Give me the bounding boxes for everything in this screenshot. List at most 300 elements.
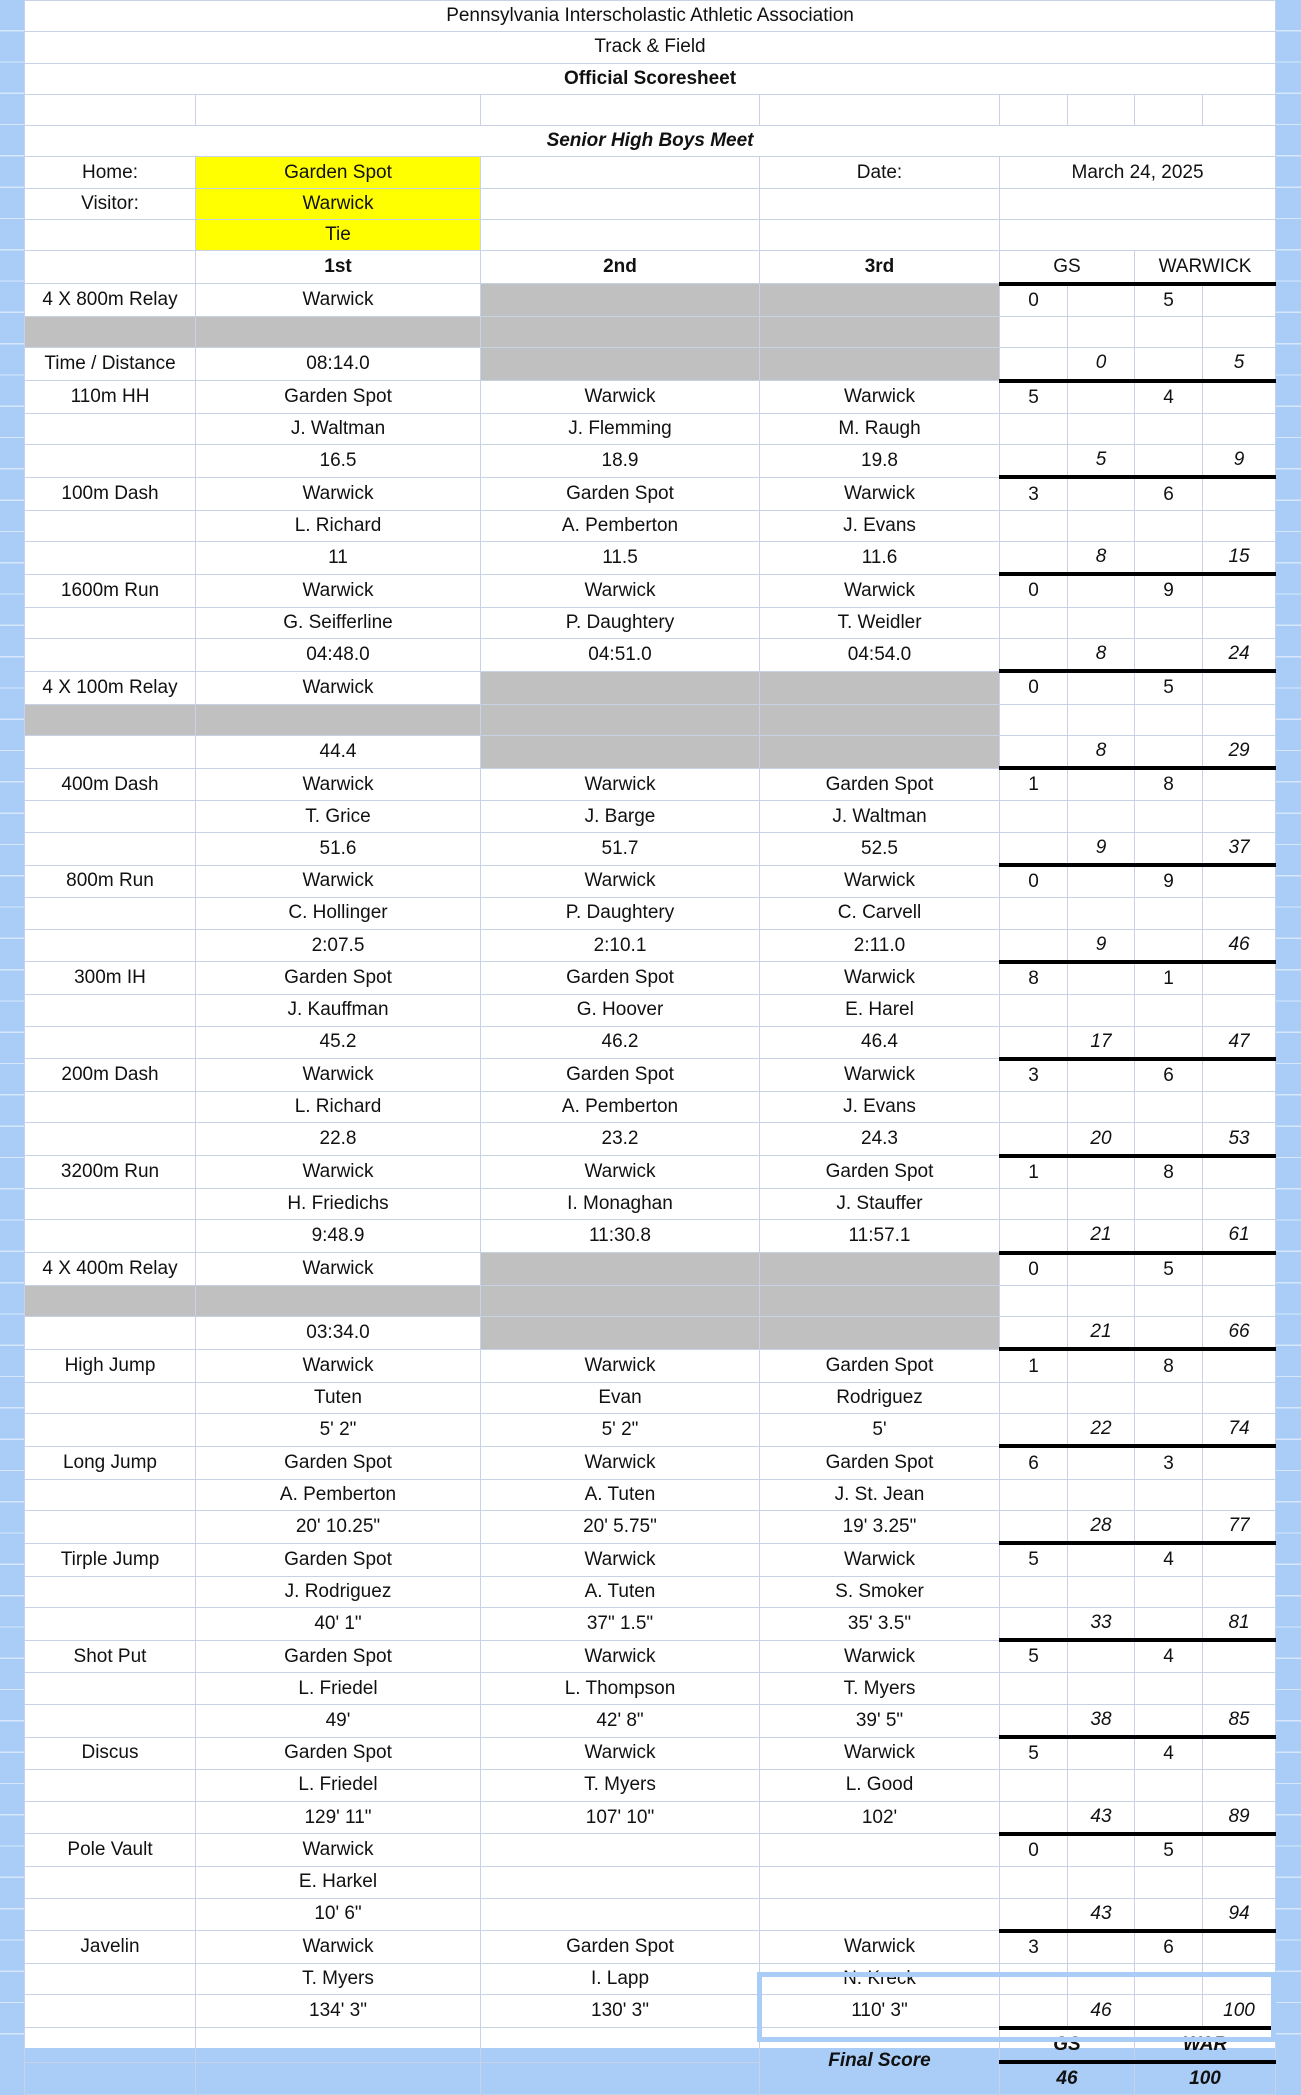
place-3rd[interactable]: J. Waltman [760, 801, 1000, 832]
event-name: 4 X 400m Relay [25, 1253, 196, 1286]
place-2nd[interactable]: Evan [481, 1382, 760, 1413]
event-name: 400m Dash [25, 768, 196, 801]
event-name: Tirple Jump [25, 1543, 196, 1576]
event-row [25, 1964, 1276, 1995]
gs-running-total: 46 [1068, 1995, 1135, 2028]
place-3rd[interactable]: 52.5 [760, 832, 1000, 865]
place-3rd[interactable]: 46.4 [760, 1026, 1000, 1059]
place-3rd[interactable]: T. Myers [760, 1673, 1000, 1704]
place-3rd[interactable]: 19.8 [760, 445, 1000, 478]
place-1st[interactable]: Warwick [196, 1253, 481, 1286]
place-2nd[interactable]: 46.2 [481, 1026, 760, 1059]
place-3rd[interactable]: J. Evans [760, 1092, 1000, 1123]
place-1st[interactable]: H. Friedichs [196, 1188, 481, 1219]
event-row [25, 1253, 1276, 1286]
event-sublabel [25, 638, 196, 671]
place-1st[interactable]: 2:07.5 [196, 929, 481, 962]
place-1st[interactable]: 134' 3" [196, 1995, 481, 2028]
gs-points[interactable]: 0 [1000, 1253, 1068, 1286]
visitor-team-cell[interactable]: Warwick [196, 188, 481, 219]
place-1st[interactable]: A. Pemberton [196, 1479, 481, 1510]
place-3rd[interactable]: Garden Spot [760, 1156, 1000, 1189]
gs-points[interactable]: 0 [1000, 865, 1068, 898]
right-gridline-strip [1275, 0, 1301, 2048]
place-2nd[interactable]: 5' 2" [481, 1414, 760, 1447]
place-1st[interactable]: Warwick [196, 865, 481, 898]
event-sublabel: Time / Distance [25, 348, 196, 381]
event-sublabel [25, 1510, 196, 1543]
place-2nd[interactable]: Garden Spot [481, 962, 760, 995]
event-name: 4 X 800m Relay [25, 284, 196, 317]
place-3rd[interactable]: Warwick [760, 1640, 1000, 1673]
place-1st[interactable]: Tuten [196, 1382, 481, 1413]
place-3rd[interactable]: E. Harel [760, 995, 1000, 1026]
event-row [25, 381, 1276, 414]
scoresheet-table [24, 0, 1276, 2095]
event-row [25, 832, 1276, 865]
place-1st[interactable]: L. Richard [196, 510, 481, 541]
place-3rd[interactable]: Warwick [760, 1737, 1000, 1770]
place-2nd[interactable] [481, 1834, 760, 1867]
event-sublabel [25, 1123, 196, 1156]
gs-points[interactable]: 3 [1000, 1059, 1068, 1092]
gs-points[interactable]: 5 [1000, 1640, 1068, 1673]
event-sublabel [25, 735, 196, 768]
place-3rd[interactable]: C. Carvell [760, 898, 1000, 929]
place-1st[interactable]: Garden Spot [196, 381, 481, 414]
place-1st[interactable]: 08:14.0 [196, 348, 481, 381]
place-1st[interactable]: Warwick [196, 574, 481, 607]
war-running-total: 100 [1203, 1995, 1276, 2028]
war-points[interactable]: 6 [1135, 1059, 1203, 1092]
event-sublabel [25, 1607, 196, 1640]
place-3rd[interactable]: 24.3 [760, 1123, 1000, 1156]
place-1st[interactable]: 51.6 [196, 832, 481, 865]
place-1st[interactable]: Garden Spot [196, 1640, 481, 1673]
war-running-total: 24 [1203, 638, 1276, 671]
final-score-row [25, 2028, 1276, 2062]
place-1st[interactable]: 49' [196, 1704, 481, 1737]
date-value[interactable]: March 24, 2025 [1000, 157, 1276, 188]
event-name: 4 X 100m Relay [25, 671, 196, 704]
place-1st[interactable]: 40' 1" [196, 1607, 481, 1640]
place-1st[interactable]: E. Harkel [196, 1867, 481, 1898]
place-2nd[interactable]: 51.7 [481, 832, 760, 865]
place-2nd[interactable] [481, 284, 760, 317]
place-3rd[interactable] [760, 316, 1000, 347]
place-1st[interactable]: Warwick [196, 284, 481, 317]
place-1st[interactable]: T. Myers [196, 1964, 481, 1995]
col-header-warwick: WARWICK [1135, 251, 1276, 284]
event-name: Long Jump [25, 1446, 196, 1479]
place-1st[interactable] [196, 316, 481, 347]
place-1st[interactable]: 5' 2" [196, 1414, 481, 1447]
event-row [25, 1446, 1276, 1479]
place-3rd[interactable]: 04:54.0 [760, 638, 1000, 671]
war-running-total: 85 [1203, 1704, 1276, 1737]
war-points[interactable]: 5 [1135, 1834, 1203, 1867]
place-2nd[interactable]: A. Tuten [481, 1576, 760, 1607]
place-2nd[interactable]: Warwick [481, 1349, 760, 1382]
place-1st[interactable]: 129' 11" [196, 1801, 481, 1834]
place-3rd[interactable]: Warwick [760, 865, 1000, 898]
place-2nd[interactable]: A. Pemberton [481, 1092, 760, 1123]
event-spacer [25, 1867, 196, 1898]
place-2nd[interactable]: Garden Spot [481, 477, 760, 510]
event-name: Discus [25, 1737, 196, 1770]
war-running-total: 37 [1203, 832, 1276, 865]
place-3rd[interactable]: 11:57.1 [760, 1220, 1000, 1253]
place-2nd[interactable] [481, 1285, 760, 1316]
col-header-gs: GS [1000, 251, 1135, 284]
event-row [25, 1059, 1276, 1092]
place-3rd[interactable]: Garden Spot [760, 768, 1000, 801]
home-team-cell[interactable]: Garden Spot [196, 157, 481, 188]
place-3rd[interactable]: 35' 3.5" [760, 1607, 1000, 1640]
place-1st[interactable]: Warwick [196, 671, 481, 704]
gs-running-total: 20 [1068, 1123, 1135, 1156]
place-1st[interactable]: Warwick [196, 1059, 481, 1092]
event-row [25, 1543, 1276, 1576]
place-2nd[interactable]: Warwick [481, 768, 760, 801]
event-row [25, 1576, 1276, 1607]
event-spacer [25, 1964, 196, 1995]
war-points[interactable]: 5 [1135, 284, 1203, 317]
final-gs-label: GS [1000, 2028, 1135, 2062]
event-name: 300m IH [25, 962, 196, 995]
war-points[interactable]: 9 [1135, 865, 1203, 898]
war-points[interactable]: 5 [1135, 1253, 1203, 1286]
event-name: Pole Vault [25, 1834, 196, 1867]
final-score-label: Final Score [760, 2028, 1000, 2095]
gs-running-total: 8 [1068, 638, 1135, 671]
event-spacer [25, 1188, 196, 1219]
gs-running-total: 21 [1068, 1317, 1135, 1350]
place-3rd[interactable]: 5' [760, 1414, 1000, 1447]
war-points[interactable]: 4 [1135, 381, 1203, 414]
war-running-total: 74 [1203, 1414, 1276, 1447]
event-name: Javelin [25, 1931, 196, 1964]
place-2nd[interactable]: I. Lapp [481, 1964, 760, 1995]
war-running-total: 46 [1203, 929, 1276, 962]
place-2nd[interactable]: G. Hoover [481, 995, 760, 1026]
event-row [25, 671, 1276, 704]
place-3rd[interactable]: J. Evans [760, 510, 1000, 541]
place-3rd[interactable]: Warwick [760, 1059, 1000, 1092]
place-2nd[interactable]: I. Monaghan [481, 1188, 760, 1219]
war-points[interactable]: 4 [1135, 1640, 1203, 1673]
gs-points[interactable]: 1 [1000, 1156, 1068, 1189]
event-spacer [25, 898, 196, 929]
place-2nd[interactable]: Warwick [481, 865, 760, 898]
event-row [25, 284, 1276, 317]
place-3rd[interactable]: S. Smoker [760, 1576, 1000, 1607]
event-row [25, 1995, 1276, 2028]
place-1st[interactable]: 10' 6" [196, 1898, 481, 1931]
gs-points[interactable]: 5 [1000, 381, 1068, 414]
place-2nd[interactable]: 130' 3" [481, 1995, 760, 2028]
place-3rd[interactable]: T. Weidler [760, 607, 1000, 638]
place-3rd[interactable]: J. St. Jean [760, 1479, 1000, 1510]
place-3rd[interactable]: Warwick [760, 381, 1000, 414]
event-spacer [25, 1576, 196, 1607]
place-1st[interactable]: Warwick [196, 768, 481, 801]
war-points[interactable]: 4 [1135, 1737, 1203, 1770]
place-2nd[interactable] [481, 348, 760, 381]
event-row [25, 1317, 1276, 1350]
gs-points[interactable]: 3 [1000, 1931, 1068, 1964]
place-1st[interactable]: 44.4 [196, 735, 481, 768]
place-3rd[interactable]: Garden Spot [760, 1349, 1000, 1382]
event-spacer [25, 510, 196, 541]
place-3rd[interactable]: Warwick [760, 477, 1000, 510]
gs-points[interactable]: 5 [1000, 1737, 1068, 1770]
war-points[interactable]: 8 [1135, 768, 1203, 801]
place-2nd[interactable]: Warwick [481, 1446, 760, 1479]
place-2nd[interactable] [481, 1253, 760, 1286]
place-3rd[interactable]: J. Stauffer [760, 1188, 1000, 1219]
event-row [25, 704, 1276, 735]
gs-running-total: 43 [1068, 1898, 1135, 1931]
place-1st[interactable]: 11 [196, 542, 481, 575]
place-3rd[interactable] [760, 1317, 1000, 1350]
place-1st[interactable]: Warwick [196, 1834, 481, 1867]
event-row [25, 1737, 1276, 1770]
place-1st[interactable]: J. Rodriguez [196, 1576, 481, 1607]
place-1st[interactable]: Garden Spot [196, 1543, 481, 1576]
sport-name: Track & Field [25, 32, 1276, 63]
event-row [25, 1092, 1276, 1123]
place-3rd[interactable]: L. Good [760, 1770, 1000, 1801]
place-2nd[interactable]: Warwick [481, 1737, 760, 1770]
gs-running-total: 5 [1068, 445, 1135, 478]
war-points[interactable]: 8 [1135, 1349, 1203, 1382]
place-3rd[interactable]: 39' 5" [760, 1704, 1000, 1737]
place-1st[interactable]: J. Waltman [196, 413, 481, 444]
gs-points[interactable]: 0 [1000, 1834, 1068, 1867]
place-2nd[interactable]: 11:30.8 [481, 1220, 760, 1253]
event-row [25, 1220, 1276, 1253]
tie-cell[interactable]: Tie [196, 220, 481, 251]
place-1st[interactable] [196, 1285, 481, 1316]
event-row [25, 962, 1276, 995]
place-2nd[interactable]: Garden Spot [481, 1931, 760, 1964]
event-sublabel [25, 542, 196, 575]
event-name: 1600m Run [25, 574, 196, 607]
place-2nd[interactable]: 37" 1.5" [481, 1607, 760, 1640]
war-points[interactable]: 3 [1135, 1446, 1203, 1479]
event-row [25, 1607, 1276, 1640]
place-2nd[interactable]: 107' 10" [481, 1801, 760, 1834]
war-points[interactable]: 1 [1135, 962, 1203, 995]
place-1st[interactable]: L. Friedel [196, 1770, 481, 1801]
event-row [25, 1931, 1276, 1964]
place-1st[interactable]: L. Richard [196, 1092, 481, 1123]
place-3rd[interactable] [760, 671, 1000, 704]
place-2nd[interactable]: A. Pemberton [481, 510, 760, 541]
event-spacer [25, 1479, 196, 1510]
gs-points[interactable]: 8 [1000, 962, 1068, 995]
event-row [25, 1188, 1276, 1219]
event-spacer [25, 607, 196, 638]
place-3rd[interactable] [760, 735, 1000, 768]
place-3rd[interactable]: N. Kreck [760, 1964, 1000, 1995]
place-2nd[interactable]: 2:10.1 [481, 929, 760, 962]
place-1st[interactable]: 22.8 [196, 1123, 481, 1156]
place-3rd[interactable] [760, 1285, 1000, 1316]
place-2nd[interactable]: Warwick [481, 381, 760, 414]
place-3rd[interactable]: 110' 3" [760, 1995, 1000, 2028]
event-name: Shot Put [25, 1640, 196, 1673]
event-sublabel [25, 1026, 196, 1059]
gs-running-total: 8 [1068, 735, 1135, 768]
date-label: Date: [760, 157, 1000, 188]
place-2nd[interactable]: 04:51.0 [481, 638, 760, 671]
place-1st[interactable]: 9:48.9 [196, 1220, 481, 1253]
event-row [25, 801, 1276, 832]
war-running-total: 9 [1203, 445, 1276, 478]
place-1st[interactable]: Garden Spot [196, 962, 481, 995]
place-2nd[interactable]: 42' 8" [481, 1704, 760, 1737]
war-points[interactable]: 5 [1135, 671, 1203, 704]
place-2nd[interactable] [481, 671, 760, 704]
place-1st[interactable]: Garden Spot [196, 1737, 481, 1770]
war-running-total: 94 [1203, 1898, 1276, 1931]
place-3rd[interactable]: Warwick [760, 1931, 1000, 1964]
place-3rd[interactable] [760, 1867, 1000, 1898]
gs-points[interactable]: 0 [1000, 574, 1068, 607]
event-spacer [25, 1285, 196, 1316]
event-row [25, 995, 1276, 1026]
event-sublabel [25, 1898, 196, 1931]
event-row [25, 413, 1276, 444]
place-2nd[interactable]: Warwick [481, 1640, 760, 1673]
place-3rd[interactable]: Warwick [760, 1543, 1000, 1576]
place-2nd[interactable]: A. Tuten [481, 1479, 760, 1510]
place-2nd[interactable]: T. Myers [481, 1770, 760, 1801]
place-3rd[interactable]: 102' [760, 1801, 1000, 1834]
gs-running-total: 28 [1068, 1510, 1135, 1543]
place-2nd[interactable] [481, 1898, 760, 1931]
place-2nd[interactable] [481, 1867, 760, 1898]
place-1st[interactable]: 04:48.0 [196, 638, 481, 671]
gs-points[interactable]: 0 [1000, 671, 1068, 704]
place-1st[interactable] [196, 704, 481, 735]
place-2nd[interactable] [481, 735, 760, 768]
place-2nd[interactable]: P. Daughtery [481, 607, 760, 638]
place-1st[interactable]: T. Grice [196, 801, 481, 832]
place-2nd[interactable]: L. Thompson [481, 1673, 760, 1704]
final-war-score: 100 [1135, 2062, 1276, 2095]
place-3rd[interactable] [760, 704, 1000, 735]
place-2nd[interactable] [481, 1317, 760, 1350]
place-1st[interactable]: Warwick [196, 477, 481, 510]
event-row [25, 898, 1276, 929]
gs-running-total: 9 [1068, 832, 1135, 865]
place-2nd[interactable]: 11.5 [481, 542, 760, 575]
war-points[interactable]: 8 [1135, 1156, 1203, 1189]
place-3rd[interactable]: 11.6 [760, 542, 1000, 575]
place-2nd[interactable]: 20' 5.75" [481, 1510, 760, 1543]
place-1st[interactable]: G. Seifferline [196, 607, 481, 638]
gs-running-total: 21 [1068, 1220, 1135, 1253]
place-2nd[interactable]: P. Daughtery [481, 898, 760, 929]
place-1st[interactable]: C. Hollinger [196, 898, 481, 929]
place-3rd[interactable]: 19' 3.25" [760, 1510, 1000, 1543]
war-points[interactable]: 6 [1135, 477, 1203, 510]
place-2nd[interactable]: Warwick [481, 574, 760, 607]
gs-points[interactable]: 1 [1000, 1349, 1068, 1382]
event-row [25, 1801, 1276, 1834]
war-points[interactable]: 6 [1135, 1931, 1203, 1964]
gs-points[interactable]: 6 [1000, 1446, 1068, 1479]
event-sublabel [25, 1220, 196, 1253]
place-2nd[interactable]: J. Barge [481, 801, 760, 832]
place-3rd[interactable] [760, 1253, 1000, 1286]
place-1st[interactable]: 16.5 [196, 445, 481, 478]
gs-points[interactable]: 5 [1000, 1543, 1068, 1576]
home-label: Home: [25, 157, 196, 188]
place-3rd[interactable] [760, 348, 1000, 381]
place-1st[interactable]: Garden Spot [196, 1446, 481, 1479]
place-3rd[interactable] [760, 1898, 1000, 1931]
place-2nd[interactable]: Garden Spot [481, 1059, 760, 1092]
place-3rd[interactable]: Warwick [760, 574, 1000, 607]
place-2nd[interactable]: Warwick [481, 1156, 760, 1189]
event-spacer [25, 1770, 196, 1801]
place-2nd[interactable] [481, 704, 760, 735]
war-points[interactable]: 4 [1135, 1543, 1203, 1576]
event-row [25, 607, 1276, 638]
place-1st[interactable]: 45.2 [196, 1026, 481, 1059]
place-3rd[interactable] [760, 284, 1000, 317]
place-3rd[interactable] [760, 1834, 1000, 1867]
place-2nd[interactable]: J. Flemming [481, 413, 760, 444]
col-header-3rd: 3rd [760, 251, 1000, 284]
place-1st[interactable]: 20' 10.25" [196, 1510, 481, 1543]
place-1st[interactable]: J. Kauffman [196, 995, 481, 1026]
war-running-total: 5 [1203, 348, 1276, 381]
place-3rd[interactable]: Garden Spot [760, 1446, 1000, 1479]
event-row [25, 1898, 1276, 1931]
event-sublabel [25, 1704, 196, 1737]
gs-running-total: 8 [1068, 542, 1135, 575]
place-2nd[interactable]: Warwick [481, 1543, 760, 1576]
place-2nd[interactable] [481, 316, 760, 347]
col-header-1st: 1st [196, 251, 481, 284]
event-row [25, 348, 1276, 381]
place-1st[interactable]: Warwick [196, 1931, 481, 1964]
place-1st[interactable]: Warwick [196, 1349, 481, 1382]
gs-points[interactable]: 0 [1000, 284, 1068, 317]
place-3rd[interactable]: Warwick [760, 962, 1000, 995]
event-row [25, 1382, 1276, 1413]
place-3rd[interactable]: M. Raugh [760, 413, 1000, 444]
gs-points[interactable]: 1 [1000, 768, 1068, 801]
war-points[interactable]: 9 [1135, 574, 1203, 607]
place-1st[interactable]: L. Friedel [196, 1673, 481, 1704]
place-1st[interactable]: Warwick [196, 1156, 481, 1189]
war-running-total: 53 [1203, 1123, 1276, 1156]
gs-points[interactable]: 3 [1000, 477, 1068, 510]
place-3rd[interactable]: Rodriguez [760, 1382, 1000, 1413]
event-row [25, 1867, 1276, 1898]
place-1st[interactable]: 03:34.0 [196, 1317, 481, 1350]
place-3rd[interactable]: 2:11.0 [760, 929, 1000, 962]
place-2nd[interactable]: 23.2 [481, 1123, 760, 1156]
place-2nd[interactable]: 18.9 [481, 445, 760, 478]
event-name: 100m Dash [25, 477, 196, 510]
